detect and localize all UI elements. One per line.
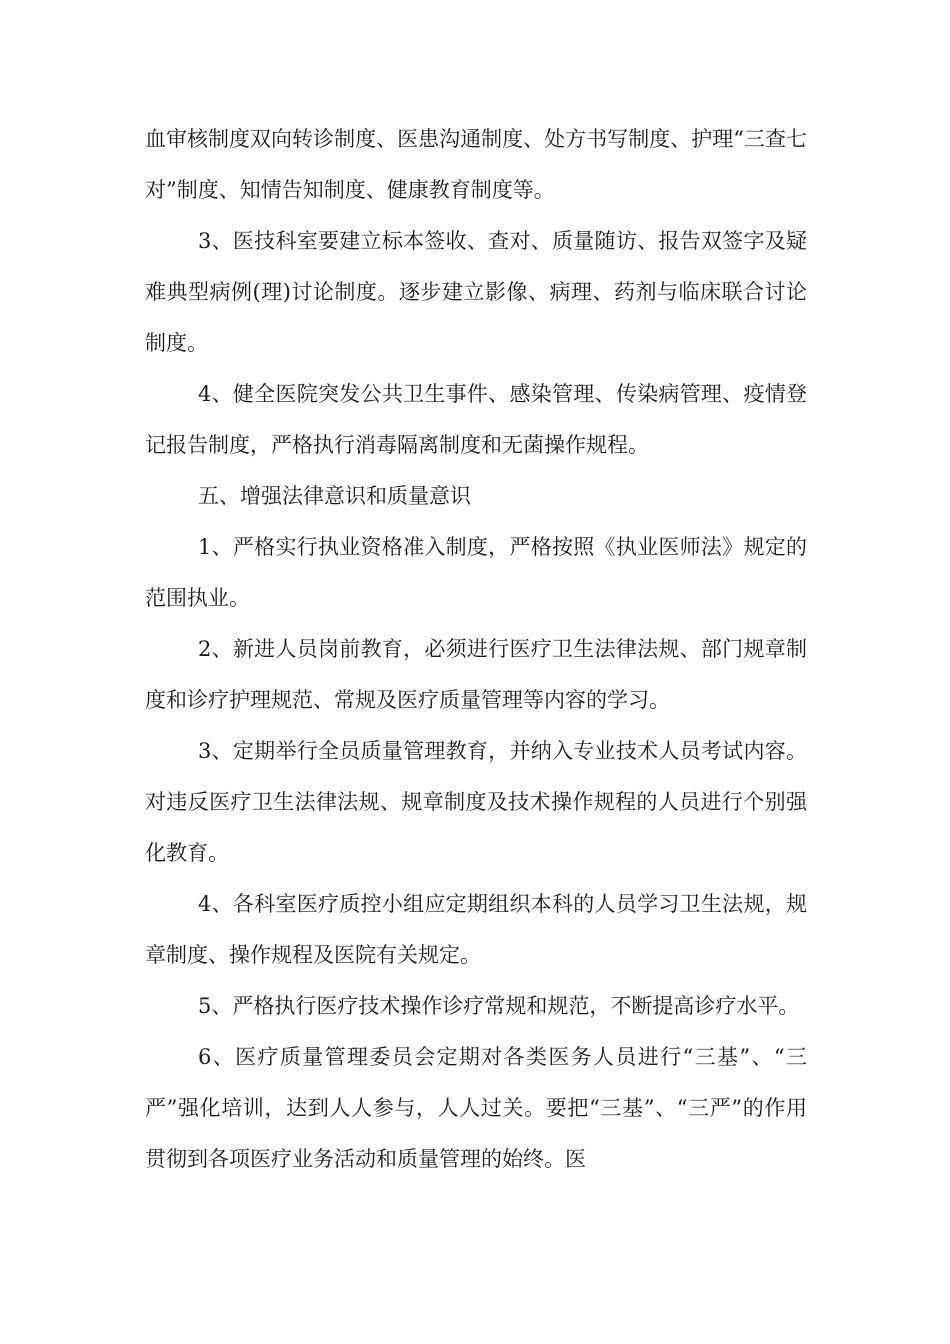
paragraph-item-4-public-health: 4、健全医院突发公共卫生事件、感染管理、传染病管理、疫情登记报告制度，严格执行消毒隔离制度和无菌操作规程。: [145, 382, 807, 457]
paragraph-item-6-training: 6、医疗质量管理委员会定期对各类医务人员进行“三基”、“三严”强化培训，达到人人参与，人人过关。要把“三基”、“三严”的作用贯彻到各项医疗业务活动和质量管理的始终。医: [145, 1045, 807, 1171]
section-heading-five: 五、增强法律意识和质量意识: [198, 484, 471, 508]
paragraph-continuation: 血审核制度双向转诊制度、医患沟通制度、处方书写制度、护理“三查七对”制度、知情告知制度、健康教育制度等。: [145, 127, 807, 202]
document-body: [145, 114, 807, 1185]
paragraph-item-3-lab-departments: 3、医技科室要建立标本签收、查对、质量随访、报告双签字及疑难典型病例(理)讨论制度。逐步建立影像、病理、药剂与临床联合讨论制度。: [145, 229, 807, 355]
paragraph-item-1-qualification: 1、严格实行执业资格准入制度，严格按照《执业医师法》规定的范围执业。: [145, 535, 807, 610]
paragraph-item-4-department-study: 4、各科室医疗质控小组应定期组织本科的人员学习卫生法规，规章制度、操作规程及医院有关规定。: [145, 892, 807, 967]
paragraph-item-5-standards: 5、严格执行医疗技术操作诊疗常规和规范，不断提高诊疗水平。: [198, 994, 800, 1018]
paragraph-item-3-quality-education: 3、定期举行全员质量管理教育，并纳入专业技术人员考试内容。对违反医疗卫生法律法规、规章制度及技术操作规程的人员进行个别强化教育。: [145, 739, 807, 865]
paragraph-item-2-new-staff: 2、新进人员岗前教育，必须进行医疗卫生法律法规、部门规章制度和诊疗护理规范、常规及医疗质量管理等内容的学习。: [145, 637, 807, 712]
